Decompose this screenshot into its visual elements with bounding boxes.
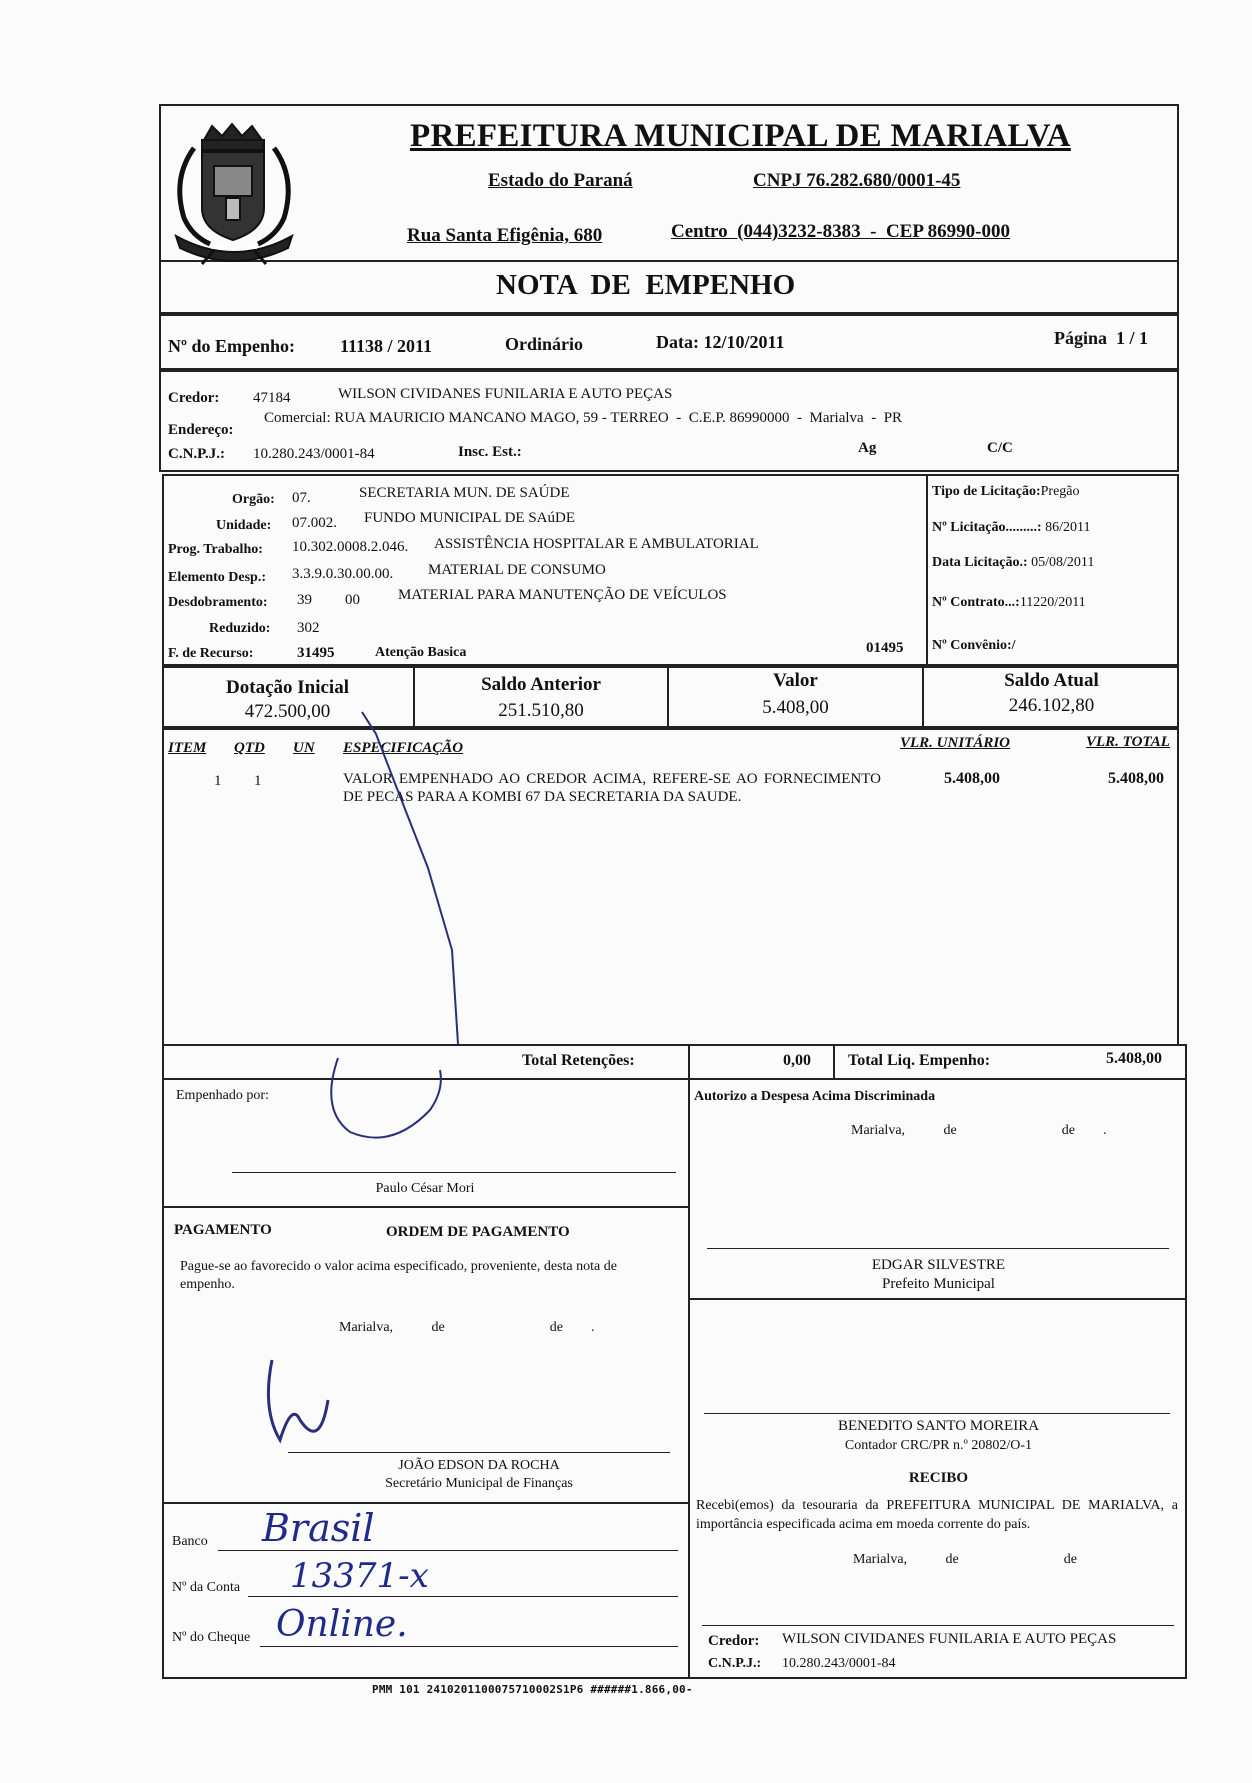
desdobramento-name: MATERIAL PARA MANUTENÇÃO DE VEÍCULOS: [398, 587, 727, 603]
account-label: C/C: [987, 440, 1013, 456]
state-label: Estado do Paraná: [488, 170, 633, 191]
seal-text: MARIALVA: [210, 241, 258, 251]
unidade-code: 07.002.: [292, 515, 337, 531]
elemento-label: Elemento Desp.:: [168, 570, 266, 585]
dotacao-value: 472.500,00: [244, 701, 331, 722]
licitacao-number-value: 86/2011: [1041, 520, 1091, 535]
unidade-label: Unidade:: [216, 518, 272, 533]
item-qtd: 1: [254, 773, 262, 789]
saldo-atual-label: Saldo Atual: [1004, 670, 1099, 691]
banco-label: Banco: [172, 1534, 208, 1549]
col-qtd: QTD: [234, 740, 265, 756]
recibo-credor-name: WILSON CIVIDANES FUNILARIA E AUTO PEÇAS: [782, 1631, 1117, 1647]
reduzido-code: 302: [297, 620, 320, 636]
footer-stamp: PMM 101 2410201100075710002S1P6 ######1.866,00-: [372, 1683, 693, 1696]
desdobramento-label: Desdobramento:: [168, 595, 268, 610]
credor-label: Credor:: [168, 390, 220, 406]
address-label: Rua Santa Efigênia, 680: [407, 225, 603, 246]
recurso-code: 31495: [297, 645, 335, 661]
cheque-label: Nº do Cheque: [172, 1630, 251, 1645]
empenho-number: 11138 / 2011: [340, 336, 433, 356]
total-liquido-value: 5.408,00: [1106, 1050, 1162, 1067]
credor-cnpj-label: C.N.P.J.:: [168, 446, 225, 462]
contrato-label: Nº Contrato...:: [932, 595, 1020, 610]
page-title: PREFEITURA MUNICIPAL DE MARIALVA: [410, 118, 1071, 154]
prefeito-name: EDGAR SILVESTRE: [871, 1257, 1006, 1273]
orgao-name: SECRETARIA MUN. DE SAÚDE: [359, 485, 570, 501]
licitacao-type-label: Tipo de Licitação:: [932, 484, 1041, 499]
reduzido-label: Reduzido:: [209, 621, 271, 636]
pagamento-label: PAGAMENTO: [174, 1222, 272, 1238]
insc-est-label: Insc. Est.:: [458, 444, 522, 460]
prog-trabalho-code: 10.302.0008.2.046.: [292, 539, 409, 555]
valor-value: 5.408,00: [762, 697, 829, 718]
recibo-credor-label: Credor:: [708, 1633, 760, 1649]
licitacao-date-label: Data Licitação.:: [932, 555, 1028, 570]
agency-label: Ag: [858, 440, 877, 456]
desdobramento-code-2: 00: [345, 592, 360, 608]
autorizo-label: Autorizo a Despesa Acima Discriminada: [694, 1089, 936, 1104]
contador-name: BENEDITO SANTO MOREIRA: [837, 1418, 1040, 1434]
autorizo-city-date-line: Marialva, de de .: [851, 1123, 1107, 1138]
secretario-name: JOÃO EDSON DA ROCHA: [398, 1458, 560, 1473]
col-vlr-total: VLR. TOTAL: [1086, 734, 1170, 750]
contador-role: Contador CRC/PR n.º 20802/O-1: [844, 1438, 1033, 1453]
credor-name: WILSON CIVIDANES FUNILARIA E AUTO PEÇAS: [338, 386, 673, 402]
contact-label: Centro (044)3232-8383 - CEP 86990-000: [671, 221, 1010, 242]
credor-address: Comercial: RUA MAURICIO MANCANO MAGO, 59 - TERREO - C.E.P. 86990000 - Marialva - PR: [264, 410, 903, 426]
col-item: ITEM: [168, 740, 207, 756]
convenio-label: Nº Convênio:/: [932, 638, 1016, 653]
empenho-date: Data: 12/10/2011: [656, 332, 785, 352]
banco-handwritten: Brasil: [262, 1506, 375, 1550]
contrato-number: [932, 595, 1086, 611]
licitacao-number-label: Nº Licitação.........:: [932, 520, 1042, 535]
empenhado-por-label: Empenhado por:: [176, 1088, 269, 1103]
orgao-code: 07.: [292, 490, 311, 506]
ordem-city-date-line: Marialva, de de .: [339, 1320, 595, 1335]
credor-cnpj: 10.280.243/0001-84: [253, 446, 375, 462]
recibo-cnpj: 10.280.243/0001-84: [782, 1656, 896, 1671]
elemento-code: 3.3.9.0.30.00.00.: [292, 566, 394, 582]
item-number: 1: [214, 773, 222, 789]
contrato-value: 11220/2011: [1019, 595, 1086, 610]
prefeito-role: Prefeito Municipal: [882, 1276, 995, 1292]
recurso-ref: 01495: [866, 640, 904, 656]
unidade-name: FUNDO MUNICIPAL DE SAúDE: [364, 510, 575, 526]
conta-label: Nº da Conta: [172, 1580, 241, 1595]
col-vlr-unitario: VLR. UNITÁRIO: [900, 735, 1011, 751]
empenho-number-label: Nº do Empenho:: [168, 336, 295, 356]
licitacao-date-value: 05/08/2011: [1027, 555, 1095, 570]
desdobramento-code-1: 39: [297, 592, 312, 608]
prog-trabalho-label: Prog. Trabalho:: [168, 542, 263, 557]
item-especificacao: VALOR EMPENHADO AO CREDOR ACIMA, REFERE-SE AO FORNECIMENTO DE PECAS PARA A KOMBI 67 DA SECRETARIA DA SAUDE.: [343, 771, 881, 805]
document-title: NOTA DE EMPENHO: [496, 269, 796, 301]
recurso-name: Atenção Basica: [375, 645, 467, 660]
licitacao-type-value: Pregão: [1040, 484, 1080, 499]
secretario-role: Secretário Municipal de Finanças: [385, 1476, 573, 1491]
cnpj-label: CNPJ 76.282.680/0001-45: [753, 170, 961, 191]
credor-address-label: Endereço:: [168, 422, 234, 438]
recibo-text: Recebi(emos) da tesouraria da PREFEITURA MUNICIPAL DE MARIALVA, a importância especificada acima em moeda corrente do país.: [696, 1498, 1178, 1532]
licitacao-date: [932, 555, 1094, 571]
recibo-cnpj-label: C.N.P.J.:: [708, 1656, 762, 1671]
ordem-pagamento-label: ORDEM DE PAGAMENTO: [386, 1224, 570, 1240]
cheque-handwritten: Online.: [276, 1604, 408, 1645]
credor-code: 47184: [253, 390, 291, 406]
col-un: UN: [293, 740, 315, 756]
prog-trabalho-name: ASSISTÊNCIA HOSPITALAR E AMBULATORIAL: [434, 536, 759, 552]
licitacao-type: [932, 484, 1080, 500]
item-vlr-total: 5.408,00: [1108, 770, 1164, 787]
licitacao-number: [932, 520, 1090, 536]
page-number: Página 1 / 1: [1054, 328, 1149, 348]
total-retencoes-label: Total Retenções:: [522, 1052, 635, 1069]
elemento-name: MATERIAL DE CONSUMO: [428, 562, 606, 578]
recibo-title: RECIBO: [908, 1470, 969, 1486]
empenho-type: Ordinário: [505, 334, 584, 354]
saldo-anterior-value: 251.510,80: [498, 700, 584, 721]
ordem-pagamento-text: Pague-se ao favorecido o valor acima especificado, proveniente, desta nota de empenho.: [180, 1259, 617, 1292]
coat-of-arms-icon: [162, 118, 312, 268]
col-especificacao: ESPECIFICAÇÃO: [343, 740, 464, 756]
dotacao-label: Dotação Inicial: [226, 677, 349, 698]
item-vlr-unitario: 5.408,00: [944, 770, 1000, 787]
empenhado-por-name: Paulo César Mori: [375, 1181, 475, 1196]
total-liquido-label: Total Liq. Empenho:: [848, 1052, 991, 1069]
recibo-city-date-line: Marialva, de de: [853, 1552, 1077, 1567]
total-retencoes-value: 0,00: [783, 1052, 811, 1069]
conta-handwritten: 13371-x: [290, 1556, 429, 1596]
valor-label: Valor: [773, 670, 818, 691]
recurso-label: F. de Recurso:: [168, 646, 254, 661]
saldo-atual-value: 246.102,80: [1008, 695, 1095, 716]
totals-box: [162, 1044, 1187, 1080]
saldo-anterior-label: Saldo Anterior: [481, 674, 601, 695]
orgao-label: Orgão:: [232, 492, 275, 507]
